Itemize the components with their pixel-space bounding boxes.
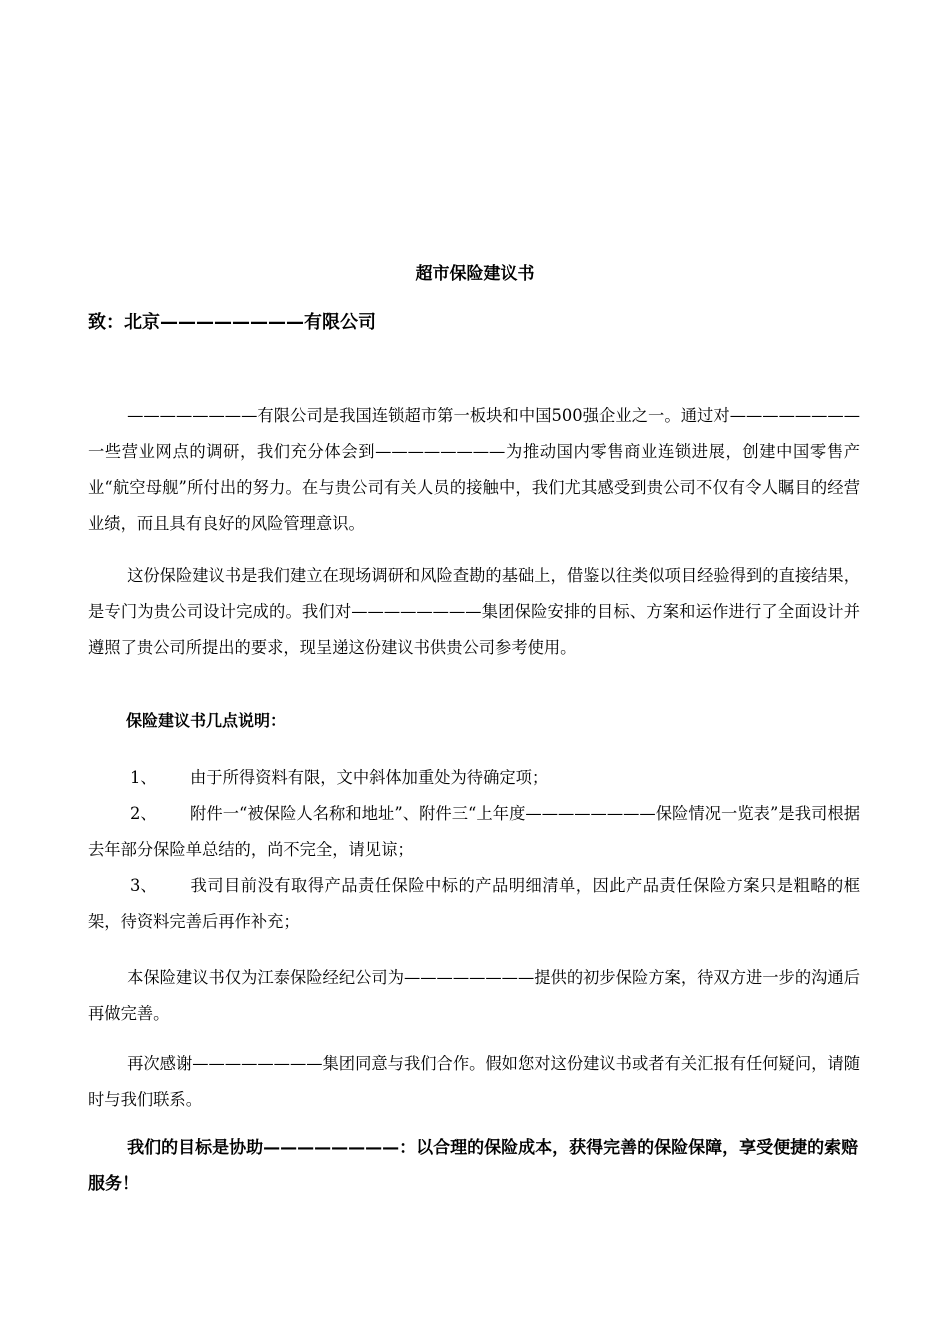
thanks-paragraph: 再次感谢————————集团同意与我们合作。假如您对这份建议书或者有关汇报有任何疑问，请随时与我们联系。 — [88, 1054, 860, 1109]
note-number: 3、 — [130, 876, 157, 895]
purpose-paragraph: 这份保险建议书是我们建立在现场调研和风险查勘的基础上，借鉴以往类似项目经验得到的直接结果，是专门为贵公司设计完成的。我们对————————集团保险安排的目标、方案和运作进行了全面设计并遵照了贵公司所提出的要求，现呈递这份建议书供贵公司参考使用。 — [88, 566, 860, 657]
note-item — [88, 796, 860, 868]
note-text: 附件一“被保险人名称和地址”、附件三“上年度————————保险情况一览表”是我司根据去年部分保险单总结的，尚不完全，请见谅； — [88, 804, 860, 859]
preliminary-plan-paragraph: 本保险建议书仅为江泰保险经纪公司为————————提供的初步保险方案，待双方进一步的沟通后再做完善。 — [88, 968, 860, 1023]
note-number: 1、 — [130, 768, 157, 787]
note-text: 我司目前没有取得产品责任保险中标的产品明细清单，因此产品责任保险方案只是粗略的框架，待资料完善后再作补充； — [88, 876, 860, 931]
note-number: 2、 — [130, 804, 157, 823]
notes-heading: 保险建议书几点说明： — [126, 711, 287, 730]
intro-paragraph: ————————有限公司是我国连锁超市第一板块和中国500强企业之一。通过对————————一些营业网点的调研，我们充分体会到————————为推动国内零售商业连锁进展，创建中国零售产业“航空母舰”所付出的努力。在与贵公司有关人员的接触中，我们尤其感受到贵公司不仅有令人瞩目的经营业绩，而且具有良好的风险管理意识。 — [88, 406, 860, 533]
document-title: 超市保险建议书 — [415, 264, 535, 284]
addressee-line: 致：北京————————有限公司 — [88, 312, 376, 333]
closing-statement: 我们的目标是协助————————：以合理的保险成本，获得完善的保险保障，享受便捷的索赔服务！ — [88, 1138, 859, 1194]
note-text: 由于所得资料有限，文中斜体加重处为待确定项； — [190, 768, 549, 787]
note-item — [88, 868, 860, 940]
note-item — [88, 760, 860, 796]
